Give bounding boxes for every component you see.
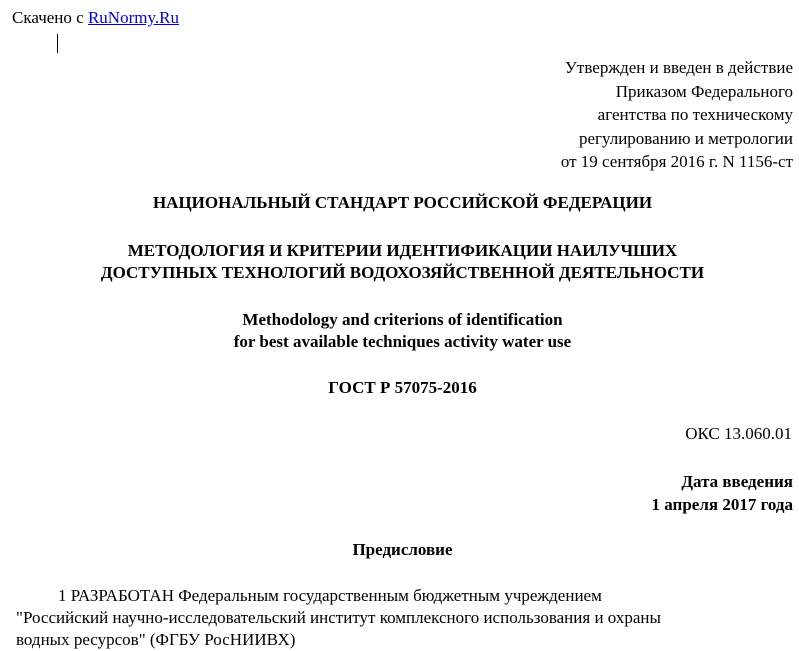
paragraph-word: охраны [607,608,661,627]
text-cursor [57,34,58,53]
paragraph-line: водных ресурсов" (ФГБУ РосНИИВХ) [16,630,296,649]
foreword-paragraph-1 [16,585,794,651]
introduction-date-block [652,470,793,516]
paragraph-line [16,585,794,607]
approval-line: Утвержден и введен в действие [564,58,793,77]
introduction-date-label: Дата введения [681,472,793,491]
paragraph-word: "Российский [16,608,109,627]
paragraph-word: использования [483,608,591,627]
approval-line: Приказом Федерального [615,81,793,101]
oks-code: ОКС 13.060.01 [685,424,792,443]
title-russian [0,240,799,284]
title-english [0,309,799,353]
paragraph-line [16,607,794,629]
paragraph-word: бюджетным [413,586,501,605]
foreword-heading: Предисловие [352,540,453,559]
approval-block [561,56,793,174]
paragraph-word: РАЗРАБОТАН [70,586,174,605]
title-russian-line: МЕТОДОЛОГИЯ И КРИТЕРИИ ИДЕНТИФИКАЦИИ НАИЛУЧШИХ [127,241,678,260]
paragraph-word: комплексного [379,608,480,627]
title-english-line: for best available techniques activity water use [233,332,572,351]
download-source-prefix: Скачено с [12,8,88,27]
paragraph-word: учреждением [504,586,602,605]
paragraph-word: научно-исследовательский [112,608,306,627]
paragraph-word: и [594,608,604,627]
paragraph-word: институт [310,608,376,627]
approval-line: регулированию и метрологии [578,128,793,148]
approval-line: агентства по техническому [597,105,793,124]
runormy-link[interactable]: RuNormy.Ru [87,8,179,27]
paragraph-word: государственным [283,586,409,605]
paragraph-word: Федеральным [178,586,279,605]
national-standard-heading: НАЦИОНАЛЬНЫЙ СТАНДАРТ РОССИЙСКОЙ ФЕДЕРАЦИИ [152,193,653,212]
title-russian-line: ДОСТУПНЫХ ТЕХНОЛОГИЙ ВОДОХОЗЯЙСТВЕННОЙ ДЕЯТЕЛЬНОСТИ [100,263,705,282]
title-english-line: Methodology and criterions of identification [242,310,563,329]
approval-line: от 19 сентября 2016 г. N 1156-ст [560,152,793,171]
gost-number: ГОСТ Р 57075-2016 [328,378,477,397]
introduction-date-value: 1 апреля 2017 года [651,495,793,514]
paragraph-word: 1 [58,586,67,605]
download-source-line [12,8,179,28]
